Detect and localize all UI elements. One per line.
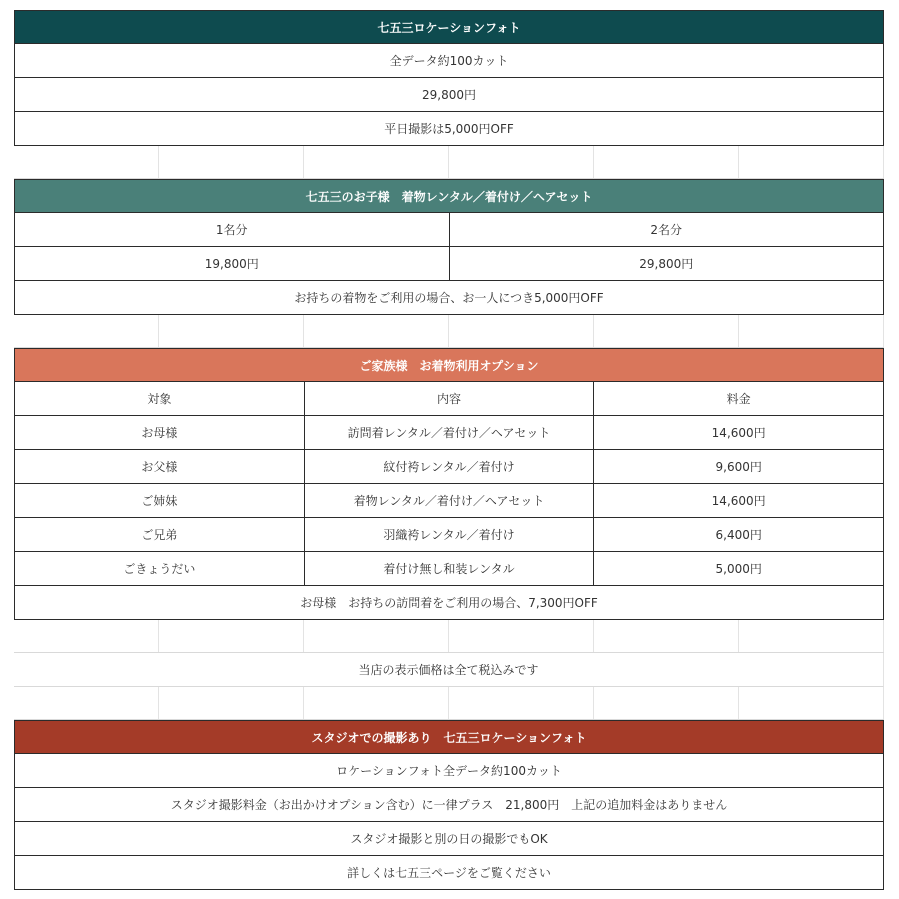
table-header-row: [14, 382, 884, 416]
table-row: [14, 247, 884, 281]
table-row: [14, 416, 884, 450]
section2-col-2: 2名分: [449, 213, 884, 246]
spacer-cell: [738, 620, 884, 652]
table-cell: ご兄弟: [141, 528, 178, 542]
spacer-row: [14, 315, 884, 348]
spacer-cell: [593, 620, 738, 652]
table-row: [14, 281, 884, 315]
spacer-cell: [593, 687, 738, 719]
table-cell: 14,600円: [593, 484, 883, 517]
spacer-cell: [14, 620, 158, 652]
price-table: [14, 10, 884, 890]
section3-note: お母様 お持ちの訪問着をご利用の場合、7,300円OFF: [300, 596, 598, 610]
section2-price-2: 29,800円: [449, 247, 884, 280]
section2-col-1: 1名分: [215, 223, 248, 237]
section4-header: [14, 720, 884, 754]
table-row: [14, 213, 884, 247]
section1-header: [14, 10, 884, 44]
table-row: [14, 484, 884, 518]
spacer-cell: [14, 687, 158, 719]
section1-row-2: 29,800円: [422, 88, 476, 102]
table-row: [14, 518, 884, 552]
spacer-cell: [303, 315, 448, 347]
table-cell: お母様: [141, 426, 178, 440]
spacer-row: [14, 146, 884, 179]
tax-notice-row: [14, 653, 884, 687]
spacer-cell: [448, 146, 593, 178]
table-cell: 5,000円: [593, 552, 883, 585]
table-row: [14, 78, 884, 112]
spacer-cell: [303, 687, 448, 719]
table-cell: 紋付袴レンタル／着付け: [304, 450, 594, 483]
table-row: [14, 450, 884, 484]
table-cell: お父様: [141, 460, 178, 474]
section1-row-3: 平日撮影は5,000円OFF: [384, 122, 514, 136]
table-row: [14, 112, 884, 146]
section2-price-1: 19,800円: [204, 257, 259, 271]
spacer-cell: [738, 146, 884, 178]
spacer-cell: [448, 620, 593, 652]
section4-row-3: スタジオ撮影と別の日の撮影でもOK: [350, 832, 548, 846]
section1-row-1: 全データ約100カット: [389, 54, 509, 68]
table-row: [14, 788, 884, 822]
table-cell: 訪問着レンタル／着付け／ヘアセット: [304, 416, 594, 449]
spacer-row: [14, 687, 884, 720]
column-header-content: 内容: [304, 382, 594, 415]
section2-header: [14, 179, 884, 213]
table-cell: ごきょうだい: [123, 562, 196, 576]
section3-header: [14, 348, 884, 382]
section3-title: ご家族様 お着物利用オプション: [359, 358, 539, 373]
spacer-cell: [448, 687, 593, 719]
table-row: [14, 586, 884, 620]
section4-row-1: ロケーションフォト全データ約100カット: [336, 764, 562, 778]
table-cell: 着付け無し和装レンタル: [304, 552, 594, 585]
table-cell: 6,400円: [593, 518, 883, 551]
spacer-cell: [738, 315, 884, 347]
table-row: [14, 856, 884, 890]
spacer-cell: [14, 146, 158, 178]
table-row: [14, 552, 884, 586]
spacer-cell: [158, 687, 303, 719]
section1-title: 七五三ロケーションフォト: [377, 20, 521, 35]
section2-title: 七五三のお子様 着物レンタル／着付け／ヘアセット: [305, 189, 593, 204]
section4-title: スタジオでの撮影あり 七五三ロケーションフォト: [311, 730, 587, 745]
column-header-price: 料金: [593, 382, 883, 415]
table-row: [14, 754, 884, 788]
section4-row-4: 詳しくは七五三ページをご覧ください: [347, 866, 551, 880]
spacer-row: [14, 620, 884, 653]
table-cell: 羽織袴レンタル／着付け: [304, 518, 594, 551]
tax-notice: 当店の表示価格は全て税込みです: [358, 663, 539, 677]
spacer-cell: [303, 620, 448, 652]
spacer-cell: [14, 315, 158, 347]
spacer-cell: [448, 315, 593, 347]
spacer-cell: [158, 146, 303, 178]
spacer-cell: [158, 315, 303, 347]
table-cell: 着物レンタル／着付け／ヘアセット: [304, 484, 594, 517]
table-cell: ご姉妹: [141, 494, 178, 508]
spacer-cell: [738, 687, 884, 719]
spacer-cell: [593, 315, 738, 347]
spacer-cell: [303, 146, 448, 178]
table-row: [14, 44, 884, 78]
spacer-cell: [593, 146, 738, 178]
section4-row-2: スタジオ撮影料金（お出かけオプション含む）に一律プラス 21,800円 上記の追加料金はありません: [170, 798, 728, 812]
table-row: [14, 822, 884, 856]
column-header-target: 対象: [147, 392, 172, 406]
spacer-cell: [158, 620, 303, 652]
section2-note: お持ちの着物をご利用の場合、お一人につき5,000円OFF: [294, 291, 604, 305]
table-cell: 14,600円: [593, 416, 883, 449]
table-cell: 9,600円: [593, 450, 883, 483]
